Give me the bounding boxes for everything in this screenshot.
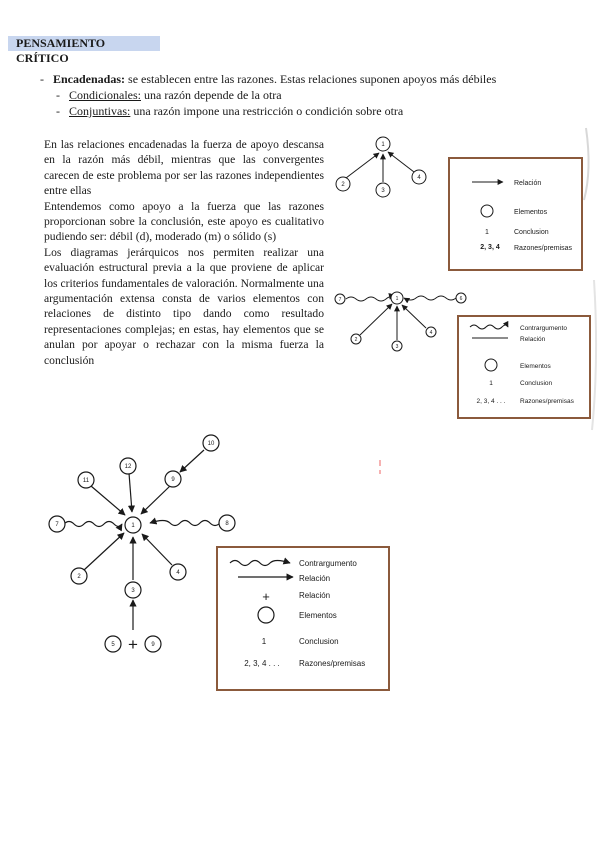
page-shadow	[592, 280, 596, 430]
legend-label: Conclusion	[299, 637, 339, 646]
node-label: 7	[55, 522, 59, 528]
bullet-conjuntivas: - Conjuntivas: una razón impone una restricción o condición sobre otra	[56, 104, 404, 118]
legend-label: Razones/premisas	[514, 245, 572, 252]
node-label: 5	[111, 642, 115, 648]
node-label: 4	[417, 175, 421, 181]
page-shadow	[584, 128, 589, 200]
node-label: 10	[207, 441, 215, 447]
legend-label: Conclusion	[514, 229, 549, 236]
legend-label: Elementos	[299, 611, 337, 620]
relation-arrow	[142, 534, 172, 565]
legend-label: Elementos	[520, 363, 551, 370]
legend-label: Razones/premisas	[299, 659, 366, 668]
node-label: 11	[82, 478, 90, 484]
plus-sign: +	[128, 635, 138, 654]
node-label: 9	[151, 642, 155, 648]
relation-arrow	[141, 486, 170, 514]
relation-arrow	[402, 305, 426, 328]
relation-arrow	[84, 533, 124, 570]
legend-label: Razones/premisas	[520, 398, 574, 405]
node-label: 1	[395, 296, 399, 302]
node-label: 6	[459, 296, 463, 302]
node-label: 2	[341, 182, 345, 188]
legend-label: Relación	[514, 180, 542, 187]
legend-symbol: +	[262, 589, 270, 604]
relation-arrow	[91, 486, 125, 515]
node-label: 7	[338, 297, 342, 303]
node-label: 4	[429, 330, 433, 336]
text-conjuntivas: una razón impone una restricción o condición sobre otra	[130, 104, 404, 118]
node-label: 9	[171, 477, 175, 483]
node-label: 8	[225, 521, 229, 527]
paragraph-2: Entendemos como apoyo a la fuerza que las razones proporcionan sobre la conclusión, este apoyo es cualitativo pudiendo ser: débil (d), moderado (m) o sólido (s)	[44, 199, 324, 244]
legend-label: Relación	[299, 574, 331, 583]
paragraph-3: Los diagramas jerárquicos nos permiten realizar una evaluación estructural previa a la que proviene de aplicar los criterios fundamentales de valoración. Normalmente una argumentación extensa consta de varios elementos con relaciones de distinto tipo dando como resultado representaciones complejas; en estas, hay elementos que se anulan por apoyar o rechazar con la misma fuerza la conclusión	[44, 245, 324, 367]
node-label: 12	[124, 464, 132, 470]
diagram-3	[49, 435, 235, 652]
node-label: 4	[176, 570, 180, 576]
legend-label: Contrargumento	[299, 559, 357, 568]
relation-arrow	[346, 153, 379, 178]
text-condicionales: una razón depende de la otra	[141, 88, 282, 102]
legend-1	[449, 158, 582, 270]
relation-arrow	[129, 473, 132, 512]
legend-3	[217, 547, 389, 690]
legend-2	[458, 316, 590, 418]
counterargument-arrow	[150, 521, 220, 526]
node-label: 2	[77, 574, 81, 580]
term-conjuntivas: Conjuntivas:	[69, 104, 131, 118]
bullet-encadenadas: - Encadenadas: se establecen entre las razones. Estas relaciones suponen apoyos más débiles	[40, 72, 497, 86]
node-label: 3	[395, 344, 399, 350]
legend-label: Contrargumento	[520, 325, 567, 332]
node-label: 3	[381, 188, 385, 194]
node-label: 2	[354, 337, 358, 343]
term-encadenadas: Encadenadas:	[53, 72, 126, 86]
legend-label: Relación	[299, 591, 331, 600]
counterargument-arrow	[346, 297, 390, 301]
counterargument-arrow	[64, 522, 122, 527]
legend-symbol: 1	[485, 229, 489, 236]
legend-label: Elementos	[514, 209, 548, 216]
legend-label: Relación	[520, 336, 546, 343]
node-label: 1	[131, 523, 135, 529]
legend-label: Conclusion	[520, 380, 553, 387]
relation-arrow	[180, 450, 204, 472]
paragraph-1: En las relaciones encadenadas la fuerza de apoyo descansa en la razón más débil, mientras que las convergentes carecen de este problema por ser las razones independientes entre ellas	[44, 138, 324, 198]
node-label: 3	[131, 588, 135, 594]
page-heading: PENSAMIENTO CRÍTICO	[8, 36, 160, 51]
legend-symbol: 2, 3, 4	[480, 244, 500, 251]
text-encadenadas: se establecen entre las razones. Estas relaciones suponen apoyos más débiles	[125, 72, 497, 86]
relation-arrow	[360, 304, 392, 335]
legend-symbol: 2, 3, 4 . . .	[244, 659, 280, 668]
legend-symbol: 1	[261, 637, 267, 646]
node-label: 1	[381, 142, 385, 148]
legend-symbol: 1	[489, 380, 493, 387]
counterargument-arrow	[404, 296, 456, 300]
bullet-condicionales: - Condicionales: una razón depende de la otra	[56, 88, 282, 102]
legend-symbol: 2, 3, 4 . . .	[476, 398, 506, 405]
term-condicionales: Condicionales:	[69, 88, 141, 102]
relation-arrow	[388, 152, 414, 172]
